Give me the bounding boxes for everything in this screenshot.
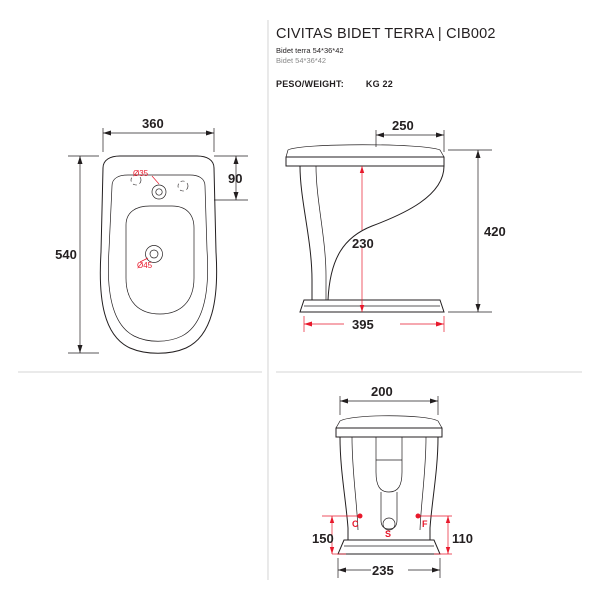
marker-cold-label: C — [352, 519, 359, 529]
arrow-down-90 — [234, 192, 239, 200]
side-body-left — [300, 166, 312, 300]
side-body-right — [328, 166, 444, 300]
arrow-right-200 — [430, 399, 438, 404]
dim-base-height-110: 110 — [452, 531, 473, 546]
arrow-left-200 — [340, 399, 348, 404]
front-base — [338, 540, 440, 554]
bidet-outline-top — [100, 156, 216, 353]
drain-hole-inner — [150, 250, 158, 258]
front-body-right — [430, 437, 438, 540]
dim-front-width-200: 200 — [371, 384, 393, 399]
tap-hole-label: Ø35 — [133, 169, 149, 178]
arrow-left-250 — [376, 133, 384, 138]
tap-hole — [152, 185, 166, 199]
top-view-drawing — [55, 116, 248, 353]
dim-top-width-250: 250 — [392, 118, 414, 133]
side-body-inner — [316, 166, 326, 300]
arrow-left-360 — [103, 131, 111, 136]
tap-hole-leader — [152, 176, 159, 184]
drain-hole — [146, 246, 163, 263]
title-block — [276, 26, 576, 89]
marker-drain-label: S — [385, 529, 392, 539]
arrow-down-540 — [78, 345, 83, 353]
tap-hole-inner — [156, 189, 162, 195]
arrow-up-420 — [476, 150, 481, 158]
subtitle-english: Bidet 54*36*42 — [276, 56, 327, 65]
dim-width-360: 360 — [142, 116, 164, 131]
bidet-inner-top — [108, 175, 207, 341]
arrow-right-235 — [432, 568, 440, 573]
arrow-up-110 — [446, 516, 450, 523]
side-hole-right — [178, 181, 188, 191]
arrow-left-395 — [304, 322, 312, 327]
arrow-up-90 — [234, 156, 239, 164]
arrow-down-230 — [360, 305, 364, 312]
dim-tap-depth-90: 90 — [228, 171, 243, 186]
arrow-up-540 — [78, 156, 83, 164]
dim-length-540: 540 — [55, 247, 77, 262]
dim-base-width-235: 235 — [372, 563, 394, 578]
weight-row — [276, 79, 576, 89]
arrow-right-360 — [206, 131, 214, 136]
side-rim — [286, 157, 444, 166]
side-rim-top — [286, 145, 444, 157]
arrow-right-395 — [436, 322, 444, 327]
arrow-down-150 — [330, 547, 334, 554]
dim-height-420: 420 — [484, 224, 506, 239]
weight-value: KG 22 — [365, 79, 393, 89]
front-trap — [376, 437, 402, 492]
weight-label: PESO/WEIGHT: — [276, 79, 344, 89]
page-title: CIVITAS BIDET TERRA | CIB002 — [276, 26, 496, 42]
marker-hot-label: F — [422, 519, 428, 529]
front-rim-top — [336, 416, 442, 428]
front-view-drawing — [312, 384, 473, 578]
side-view-drawing — [286, 118, 506, 332]
drain-hole-label: Ø45 — [137, 261, 153, 270]
dim-base-depth-395: 395 — [352, 317, 374, 332]
marker-dot-hot — [416, 514, 421, 519]
arrow-down-110 — [446, 547, 450, 554]
front-trap-stem — [381, 492, 397, 529]
arrow-left-235 — [338, 568, 346, 573]
dim-inner-height-230: 230 — [352, 236, 374, 251]
marker-dot-cold — [358, 514, 363, 519]
front-body-left — [340, 437, 348, 540]
dim-outlet-height-150: 150 — [312, 531, 334, 546]
arrow-right-250 — [436, 133, 444, 138]
arrow-up-230 — [360, 166, 364, 173]
front-rim — [336, 428, 442, 437]
arrow-up-150 — [330, 516, 334, 523]
arrow-down-420 — [476, 304, 481, 312]
subtitle-italian: Bidet terra 54*36*42 — [276, 46, 344, 55]
